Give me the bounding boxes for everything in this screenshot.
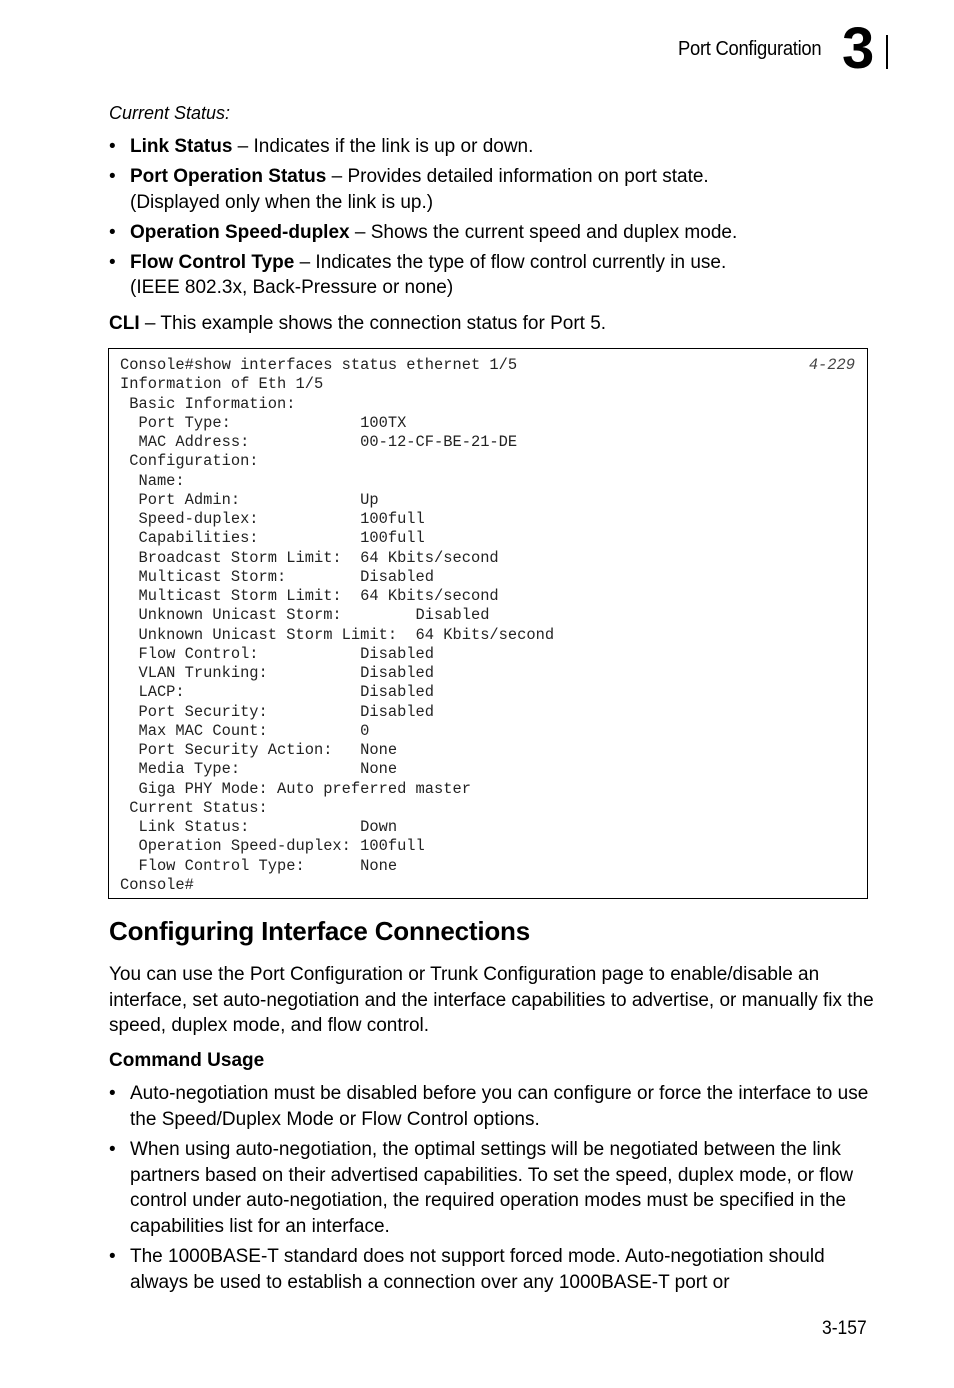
usage-text: The 1000BASE-T standard does not support forced mode. Auto-negotiation should always be used to establish a connection over any 1000BASE-T port or [130,1246,825,1293]
current-status-list [109,134,869,301]
code-line: Link Status: Down [120,818,398,836]
header-title: Port Configuration [678,38,822,60]
code-line: Port Security: Disabled [120,702,435,721]
code-line: Name: [120,471,185,490]
code-line: Console# [120,875,194,894]
chapter-number: 3 [842,16,873,81]
cli-intro [109,313,606,335]
code-example-box [108,348,868,899]
term: Link Status [130,136,233,157]
description: – Shows the current speed and duplex mode. [349,221,738,243]
term: Operation Speed-duplex [130,221,350,243]
current-status-heading: Current Status: [109,103,231,123]
list-item [109,1137,869,1239]
bullet-dot: • [109,1139,116,1160]
code-line: Multicast Storm Limit: 64 Kbits/second [120,587,499,605]
description: – Indicates the type of flow control currently in use. [294,251,727,273]
description-continued: (IEEE 802.3x, Back-Pressure or none) [130,277,454,298]
usage-text: Auto-negotiation must be disabled before you can configure or force the interface to use the Speed/Duplex Mode or Flow Control options. [130,1083,869,1130]
description: – Provides detailed information on port state. [326,166,709,187]
code-line: Unknown Unicast Storm: Disabled [120,606,490,625]
code-line: Capabilities: 100full [120,529,425,548]
list-item [109,220,869,246]
code-line: Port Admin: Up [120,490,379,509]
code-line: Max MAC Count: 0 [120,721,370,740]
term: Flow Control Type [130,251,295,273]
bullet-dot: • [109,1246,116,1267]
code-line: Flow Control: Disabled [120,644,435,663]
code-line: LACP: Disabled [120,683,435,702]
code-line: Flow Control Type: None [120,856,398,875]
section-paragraph: You can use the Port Configuration or Trunk Configuration page to enable/disable an interface, set auto-negotiation and the interface capabilities to advertise, or manually fix the speed, duplex mode, and flow control. [109,964,874,1036]
list-item [109,1244,869,1295]
list-item [109,1081,869,1132]
bullet-dot: • [109,251,116,273]
command-usage-heading: Command Usage [109,1050,265,1071]
chapter-rule [886,35,888,69]
list-item [109,164,869,215]
section-title: Configuring Interface Connections [109,916,530,946]
code-line: Information of Eth 1/5 [120,375,324,394]
code-line: Media Type: None [120,760,398,779]
bullet-dot: • [109,1083,116,1104]
code-line: Multicast Storm: Disabled [120,567,435,586]
code-line: Current Status: [120,798,268,817]
bullet-dot: • [109,221,116,243]
code-line: Unknown Unicast Storm Limit: 64 Kbits/second [120,625,555,644]
cli-description: – This example shows the connection status for Port 5. [139,313,607,334]
code-line: Basic Information: [120,394,296,413]
code-line: Giga PHY Mode: Auto preferred master [120,779,471,798]
code-line: Port Security Action: None [120,741,398,759]
description: – Indicates if the link is up or down. [232,136,534,157]
code-line: VLAN Trunking: Disabled [120,664,435,682]
bullet-dot: • [109,136,116,157]
cli-label: CLI [109,313,140,334]
code-line: Port Type: 100TX [120,413,407,432]
code-line: Broadcast Storm Limit: 64 Kbits/second [120,548,499,567]
term: Port Operation Status [130,166,327,187]
list-item [109,250,869,301]
code-line: Speed-duplex: 100full [120,510,425,528]
code-line: Operation Speed-duplex: 100full [120,837,425,856]
code-line: MAC Address: 00-12-CF-BE-21-DE [120,433,518,451]
code-line: Console#show interfaces status ethernet 1/5 [120,356,518,374]
description-continued: (Displayed only when the link is up.) [130,191,434,213]
bullet-dot: • [109,166,116,187]
command-reference: 4-229 [808,356,855,374]
code-line: Configuration: [120,452,259,471]
code-block [120,356,554,895]
usage-text: When using auto-negotiation, the optimal settings will be negotiated between the link partners based on their advertised capabilities. To set the speed, duplex mode, or flow control under auto-negotiation, the required operation modes must be specified in the capabilities list for an interface. [130,1139,854,1237]
list-item [109,134,869,160]
command-usage-list [109,1081,869,1295]
page-number: 3-157 [822,1318,867,1339]
